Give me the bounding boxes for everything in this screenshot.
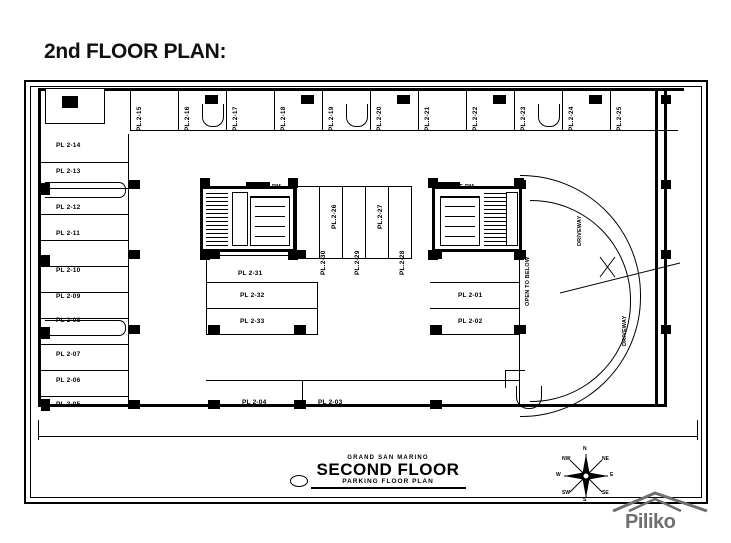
slot-label-left-3: PL 2-12 xyxy=(56,204,81,211)
slot-label-top-11: PL.2-25 xyxy=(616,106,623,131)
compass-n: N xyxy=(583,446,587,452)
slot-label-left-5: PL 2-10 xyxy=(56,267,81,274)
slot-label-right-2: PL 2-02 xyxy=(458,318,483,325)
slot-label-bottom-2: PL 2-03 xyxy=(318,399,343,406)
slot-label-top-1: PL.2-15 xyxy=(136,106,143,131)
slot-label-top-9: PL.2-23 xyxy=(520,106,527,131)
slot-label-center-2: PL 2-32 xyxy=(240,292,265,299)
title-block-bullet-icon xyxy=(290,475,308,487)
title-block xyxy=(288,455,488,489)
slot-label-top-2: PL.2-16 xyxy=(184,106,191,131)
driveway-label-1: DRIVEWAY xyxy=(577,215,583,246)
watermark-text: Piliko xyxy=(625,511,676,533)
driveway-label-2: DRIVEWAY xyxy=(622,315,628,346)
slot-label-top-8: PL.2-22 xyxy=(472,106,479,131)
slot-label-center-1: PL 2-31 xyxy=(238,270,263,277)
roof-icon xyxy=(611,491,709,513)
compass-e: E xyxy=(610,472,614,478)
page-title: 2nd FLOOR PLAN: xyxy=(44,40,227,63)
slot-label-mid-4: PL.2-29 xyxy=(354,250,361,275)
slot-label-top-3: PL.2-17 xyxy=(232,106,239,131)
compass-sw: SW xyxy=(562,490,571,496)
room-label-ele-rm: ELE RM xyxy=(452,184,474,190)
slot-label-left-1: PL 2-14 xyxy=(56,142,81,149)
compass-se: SE xyxy=(602,490,609,496)
slot-label-top-4: PL.2-18 xyxy=(280,106,287,131)
sheet-subtitle: PARKING FLOOR PLAN xyxy=(342,478,434,485)
slot-label-top-10: PL.2-24 xyxy=(568,106,575,131)
slot-label-center-3: PL 2-33 xyxy=(240,318,265,325)
diagonal-marker xyxy=(560,255,680,295)
compass-s: S xyxy=(583,497,587,503)
slot-label-right-1: PL 2-01 xyxy=(458,292,483,299)
room-label-met-rm: MET RM xyxy=(258,184,281,190)
slot-label-left-8: PL 2-07 xyxy=(56,351,81,358)
open-to-below-label: OPEN TO BELOW xyxy=(525,256,531,306)
slot-label-mid-2: PL.2-27 xyxy=(377,204,384,229)
slot-label-top-7: PL.2-21 xyxy=(424,106,431,131)
slot-label-left-4: PL 2-11 xyxy=(56,230,81,237)
compass-ne: NE xyxy=(602,456,609,462)
project-name: GRAND SAN MARINO xyxy=(347,455,429,461)
slot-label-left-10: PL 2-05 xyxy=(56,401,81,408)
slot-label-left-2: PL 2-13 xyxy=(56,168,81,175)
slot-label-mid-5: PL.2-30 xyxy=(320,250,327,275)
title-underline xyxy=(311,487,466,489)
slot-label-mid-1: PL.2-26 xyxy=(331,204,338,229)
compass-w: W xyxy=(556,472,561,478)
slot-label-top-6: PL.2-20 xyxy=(376,106,383,131)
slot-label-left-9: PL 2-06 xyxy=(56,377,81,384)
slot-label-left-6: PL 2-09 xyxy=(56,293,81,300)
watermark xyxy=(603,489,715,535)
slot-label-mid-3: PL.2-28 xyxy=(399,250,406,275)
slot-label-top-5: PL.2-19 xyxy=(328,106,335,131)
sheet-title: SECOND FLOOR xyxy=(316,460,460,479)
slot-label-bottom-1: PL 2-04 xyxy=(242,399,267,406)
slot-label-left-7: PL 2-08 xyxy=(56,317,81,324)
compass-nw: NW xyxy=(562,456,571,462)
